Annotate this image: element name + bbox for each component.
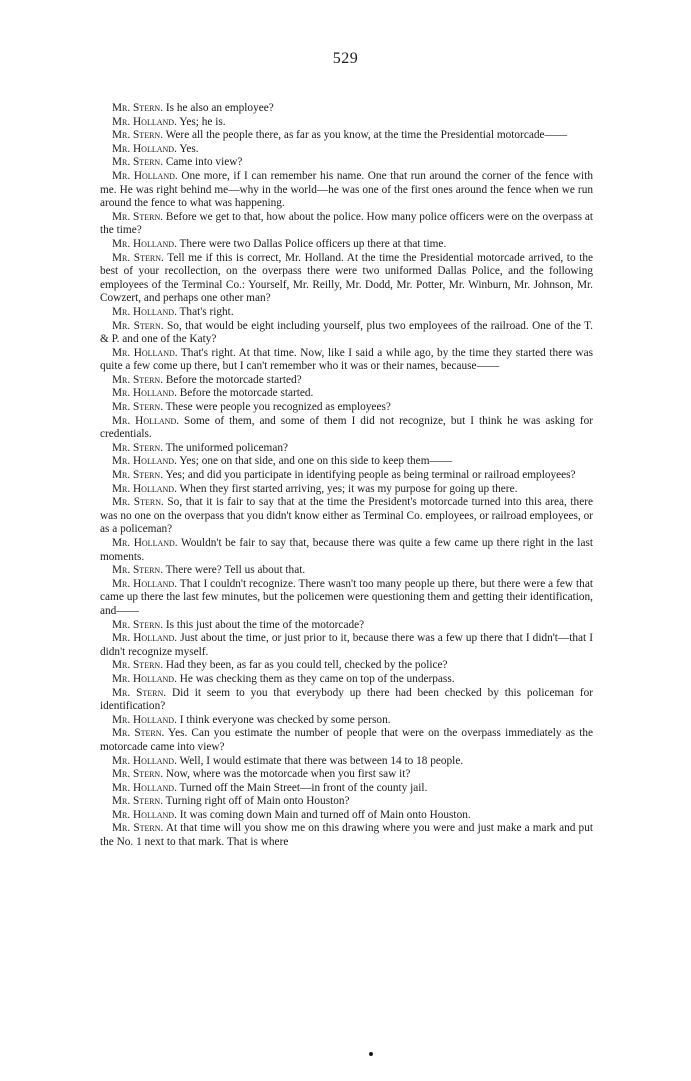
speaker-name: Mr. Stern. bbox=[112, 251, 164, 264]
utterance-text: Yes; he is. bbox=[179, 115, 226, 128]
speaker-name: Mr. Stern. bbox=[112, 795, 164, 808]
speaker-name: Mr. Stern. bbox=[112, 102, 164, 114]
speaker-name: Mr. Holland. bbox=[112, 305, 177, 318]
testimony-paragraph bbox=[100, 673, 593, 687]
speaker-name: Mr. Holland. bbox=[112, 632, 178, 645]
testimony-paragraph bbox=[100, 469, 593, 483]
utterance-text: Yes; and did you participate in identifying people as being terminal or railroad employees? bbox=[165, 469, 576, 482]
speaker-name: Mr. Holland. bbox=[112, 169, 178, 182]
utterance-text: Is he also an employee? bbox=[165, 102, 274, 114]
speaker-name: Mr. Stern. bbox=[112, 401, 164, 414]
speaker-name: Mr. Holland. bbox=[112, 387, 177, 400]
testimony-paragraph bbox=[100, 782, 593, 796]
testimony-paragraph bbox=[100, 238, 593, 252]
speaker-name: Mr. Stern. bbox=[112, 822, 164, 835]
testimony-paragraph bbox=[100, 415, 593, 442]
testimony-text bbox=[100, 102, 593, 850]
testimony-paragraph bbox=[100, 401, 593, 415]
speaker-name: Mr. Stern. bbox=[112, 686, 167, 699]
testimony-paragraph bbox=[100, 714, 593, 728]
speaker-name: Mr. Stern. bbox=[112, 210, 164, 223]
speaker-name: Mr. Holland. bbox=[112, 781, 177, 794]
utterance-text: Turned off the Main Street—in front of the county jail. bbox=[179, 781, 428, 794]
speaker-name: Mr. Stern. bbox=[112, 618, 164, 631]
speaker-name: Mr. Holland. bbox=[112, 346, 178, 359]
utterance-text: At that time will you show me on this drawing where you were and just make a mark and put the No. 1 next to that mark. That is where bbox=[100, 822, 593, 849]
utterance-text: One more, if I can remember his name. One that run around the corner of the fence with me. He was right behind me—why in the world—he was one of the first ones around the fence when we run around the fence to what was happening. bbox=[100, 169, 593, 210]
utterance-text: Some of them, and some of them I did not recognize, but I think he was asking for credentials. bbox=[100, 414, 593, 441]
testimony-paragraph bbox=[100, 102, 593, 116]
utterance-text: It was coming down Main and turned off of Main onto Houston. bbox=[179, 808, 471, 821]
utterance-text: So, that would be eight including yourself, plus two employees of the railroad. One of the T. & P. and one of the Katy? bbox=[100, 319, 594, 346]
testimony-paragraph bbox=[100, 252, 593, 306]
utterance-text: Yes. Can you estimate the number of people that were on the overpass immediately as the motorcade came into view? bbox=[100, 727, 594, 753]
page-number: 529 bbox=[332, 50, 359, 67]
utterance-text: There were two Dallas Police officers up there at that time. bbox=[179, 237, 447, 250]
testimony-paragraph bbox=[100, 129, 593, 143]
speaker-name: Mr. Stern. bbox=[112, 441, 164, 454]
testimony-paragraph bbox=[100, 659, 593, 673]
utterance-text: Before the motorcade started? bbox=[165, 373, 302, 386]
testimony-paragraph bbox=[100, 387, 593, 401]
speaker-name: Mr. Stern. bbox=[112, 564, 164, 577]
testimony-paragraph bbox=[100, 156, 593, 170]
speaker-name: Mr. Holland. bbox=[112, 237, 177, 250]
testimony-paragraph bbox=[100, 170, 593, 211]
utterance-text: I think everyone was checked by some person. bbox=[179, 713, 391, 726]
speaker-name: Mr. Stern. bbox=[112, 129, 164, 142]
utterance-text: Had they been, as far as you could tell, checked by the police? bbox=[165, 659, 448, 672]
utterance-text: There were? Tell us about that. bbox=[165, 564, 306, 577]
speaker-name: Mr. Holland. bbox=[112, 713, 177, 726]
speaker-name: Mr. Stern. bbox=[112, 373, 164, 386]
testimony-paragraph bbox=[100, 578, 593, 619]
testimony-paragraph bbox=[100, 496, 593, 537]
utterance-text: That's right. At that time. Now, like I said a while ago, by the time they started there was quite a few come up there, but I can't remember who it was or their names, because—— bbox=[100, 346, 593, 373]
utterance-text: Tell me if this is correct, Mr. Holland. At the time the Presidential motorcade arrived, to the best of your recollection, on the overpass there were two uniformed Dallas Police, and the following employees of the Terminal Co.: Yourself, Mr. Reilly, Mr. Dodd, Mr. Potter, Mr. Winburn, Mr. Johnson, Mr. Cowzert, and perhaps one other man? bbox=[100, 251, 593, 305]
speaker-name: Mr. Holland. bbox=[112, 672, 177, 685]
speaker-name: Mr. Holland. bbox=[112, 414, 180, 427]
speaker-name: Mr. Stern. bbox=[112, 496, 164, 509]
utterance-text: So, that it is fair to say that at the time the President's motorcade turned into this area, there was no one on the overpass that you didn't know either as Terminal Co. employees, or railroad employees, or as a policeman? bbox=[100, 496, 593, 536]
utterance-text: Yes; one on that side, and one on this side to keep them—— bbox=[179, 455, 453, 468]
utterance-text: That I couldn't recognize. There wasn't too many people up there, but there were a few that came up there the last few minutes, but the policemen were questioning them and getting their identification, and—— bbox=[100, 577, 593, 617]
testimony-paragraph bbox=[100, 822, 593, 849]
utterance-text: Now, where was the motorcade when you first saw it? bbox=[165, 768, 411, 781]
speaker-name: Mr. Holland. bbox=[112, 577, 178, 590]
speaker-name: Mr. Holland. bbox=[112, 142, 177, 155]
utterance-text: Just about the time, or just prior to it, because there was a few up there that I didn't—that I didn't recognize myself. bbox=[100, 632, 593, 658]
testimony-paragraph bbox=[100, 306, 593, 320]
testimony-paragraph bbox=[100, 143, 593, 157]
utterance-text: Before we get to that, how about the police. How many police officers were on the overpass at the time? bbox=[100, 210, 593, 237]
speaker-name: Mr. Holland. bbox=[112, 455, 177, 468]
testimony-paragraph bbox=[100, 687, 593, 714]
speaker-name: Mr. Holland. bbox=[112, 482, 177, 495]
speaker-name: Mr. Holland. bbox=[112, 754, 177, 767]
testimony-paragraph bbox=[100, 795, 593, 809]
testimony-paragraph bbox=[100, 483, 593, 497]
utterance-text: Were all the people there, as far as you know, at the time the Presidential motorcade—— bbox=[165, 129, 568, 142]
speaker-name: Mr. Holland. bbox=[112, 537, 178, 549]
testimony-paragraph bbox=[100, 211, 593, 238]
speaker-name: Mr. Stern. bbox=[112, 727, 165, 740]
testimony-paragraph bbox=[100, 442, 593, 456]
testimony-paragraph bbox=[100, 320, 593, 347]
speaker-name: Mr. Stern. bbox=[112, 469, 164, 482]
utterance-text: Came into view? bbox=[165, 156, 243, 169]
speaker-name: Mr. Stern. bbox=[112, 768, 164, 781]
speaker-name: Mr. Holland. bbox=[112, 115, 177, 128]
utterance-text: These were people you recognized as employees? bbox=[165, 401, 391, 414]
utterance-text: He was checking them as they came on top of the underpass. bbox=[179, 672, 455, 685]
utterance-text: Wouldn't be fair to say that, because there was quite a few came up there right in the last moments. bbox=[100, 537, 593, 563]
testimony-paragraph bbox=[100, 755, 593, 769]
speaker-name: Mr. Stern. bbox=[112, 659, 164, 672]
utterance-text: Did it seem to you that everybody up there had been checked by this policeman for identification? bbox=[100, 686, 593, 713]
testimony-paragraph bbox=[100, 632, 593, 659]
utterance-text: When they first started arriving, yes; it was my purpose for going up there. bbox=[179, 482, 518, 495]
utterance-text: Yes. bbox=[179, 142, 199, 155]
testimony-paragraph bbox=[100, 374, 593, 388]
testimony-paragraph bbox=[100, 768, 593, 782]
utterance-text: Before the motorcade started. bbox=[179, 387, 314, 400]
speaker-name: Mr. Stern. bbox=[112, 156, 164, 169]
utterance-text: Well, I would estimate that there was between 14 to 18 people. bbox=[179, 754, 464, 767]
utterance-text: The uniformed policeman? bbox=[165, 441, 288, 454]
testimony-paragraph bbox=[100, 347, 593, 374]
testimony-paragraph bbox=[100, 619, 593, 633]
testimony-paragraph bbox=[100, 455, 593, 469]
utterance-text: Turning right off of Main onto Houston? bbox=[165, 795, 350, 808]
testimony-paragraph bbox=[100, 727, 593, 754]
speaker-name: Mr. Stern. bbox=[112, 319, 164, 332]
testimony-paragraph bbox=[100, 809, 593, 823]
utterance-text: Is this just about the time of the motorcade? bbox=[165, 618, 365, 631]
speaker-name: Mr. Holland. bbox=[112, 808, 177, 821]
testimony-paragraph bbox=[100, 537, 593, 564]
utterance-text: That's right. bbox=[179, 305, 234, 318]
testimony-paragraph bbox=[100, 564, 593, 578]
testimony-paragraph bbox=[100, 116, 593, 130]
page-dot-mark bbox=[369, 1052, 373, 1056]
